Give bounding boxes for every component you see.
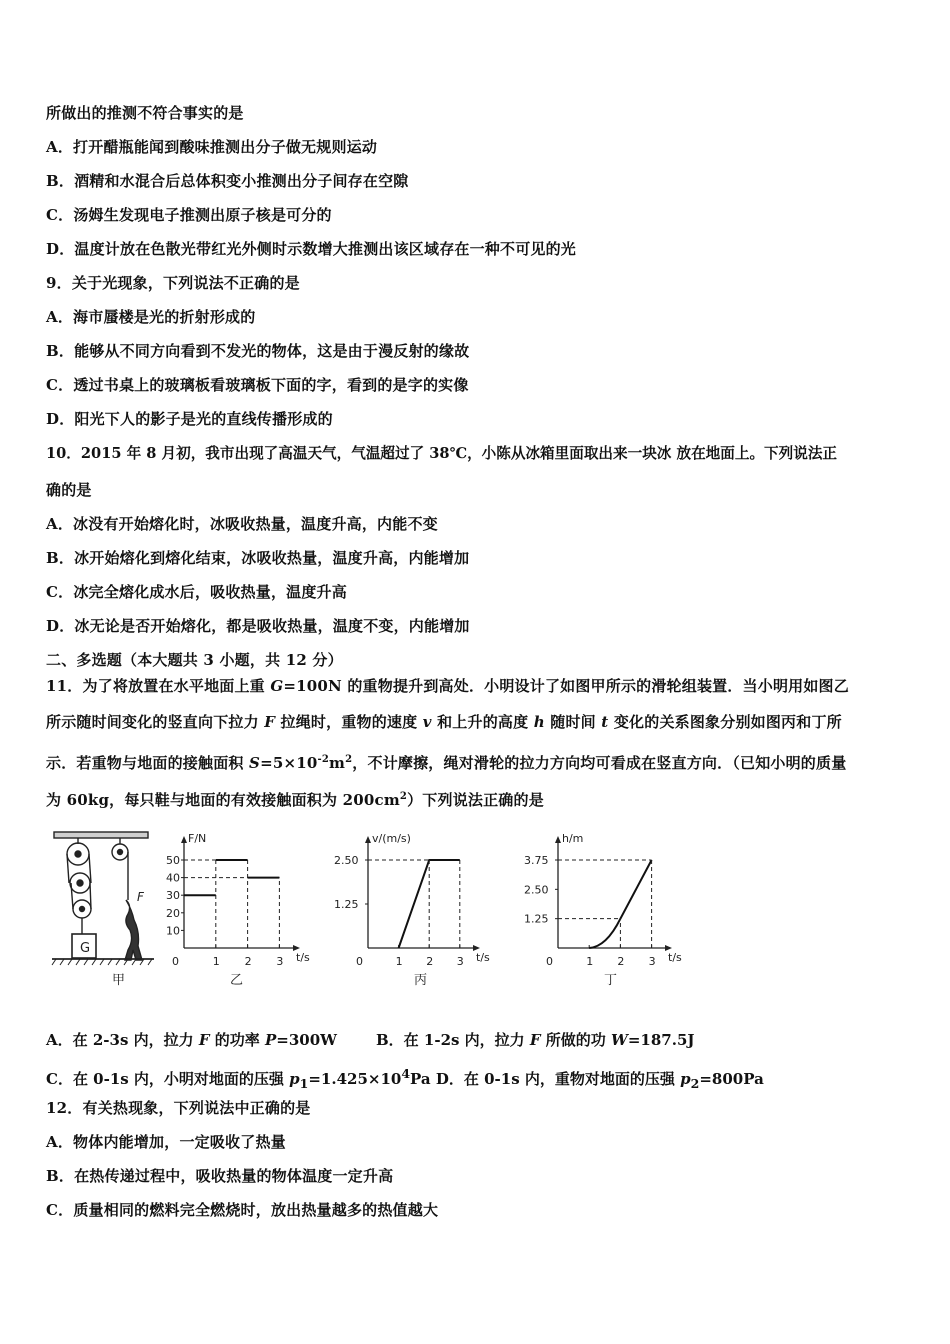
q10-option-c: C．冰完全熔化成水后，吸收热量，温度升高 (46, 583, 347, 601)
q10-option-b: B．冰开始熔化到熔化结束，冰吸收热量，温度升高，内能增加 (46, 549, 470, 567)
y-tick-label: 2.50 (524, 883, 549, 897)
q8-option-a: A．打开醋瓶能闻到酸味推测出分子做无规则运动 (46, 138, 378, 156)
q11-option-a: A．在 2-3s 内，拉力 F 的功率 P=300W (46, 1031, 337, 1049)
q11-options-cd (46, 1064, 926, 1094)
q11-stem-line1: 11．为了将放置在水平地面上重 G=100N 的重物提升到高处．小明设计了如图甲所示的滑轮组装置．当小明用如图乙 (46, 677, 849, 695)
y-tick-label: 2.50 (334, 854, 359, 867)
q11-stem-line4: 为 60kg，每只鞋与地面的有效接触面积为 $200cm^2$）下列说法正确的是 (46, 791, 544, 809)
q12-option-c: C．质量相同的燃料完全燃烧时，放出热量越多的热值越大 (46, 1201, 439, 1219)
x-tick-label: 2 (617, 955, 625, 968)
x-axis-label: t/s (668, 951, 682, 964)
y-tick-label: 30 (166, 889, 180, 903)
chart-ding (524, 832, 682, 988)
y-axis-label: F/N (188, 832, 207, 845)
origin-label: 0 (172, 955, 179, 968)
x-tick-label: 1 (586, 955, 594, 968)
x-tick-label: 3 (648, 955, 656, 968)
chart-caption: 乙 (230, 973, 244, 988)
q11-figure (48, 828, 698, 993)
q11-stem-line3: 示．若重物与地面的接触面积 $S=5\times 10^{-2}m^2$，不计摩擦，绳对滑轮的拉力方向均可看成在竖直方向．（已知小明的质量 (46, 754, 847, 772)
chart-caption: 丙 (414, 973, 428, 988)
q11-option-d: D．在 0-1s 内，重物对地面的压强 $p_2=800Pa$ (430, 1070, 764, 1091)
q11-option-b: B．在 1-2s 内，拉力 F 所做的功 W=187.5J (376, 1031, 695, 1049)
q8-option-d: D．温度计放在色散光带红光外侧时示数增大推测出该区域存在一种不可见的光 (46, 240, 577, 258)
q8-option-b: B．酒精和水混合后总体积变小推测出分子间存在空隙 (46, 172, 409, 190)
section-heading: 二、多选题（本大题共 3 小题，共 12 分） (46, 651, 343, 669)
chart-caption: 丁 (604, 973, 618, 988)
y-axis-label: v/(m/s) (372, 832, 411, 845)
pulley-force-label: F (137, 890, 144, 904)
y-tick-label: 50 (166, 854, 180, 867)
chart-bing (334, 832, 490, 988)
y-axis-label: h/m (562, 832, 584, 845)
y-axis-arrow (555, 836, 561, 843)
y-tick-label: 1.25 (334, 898, 359, 911)
q9-option-a: A．海市蜃楼是光的折射形成的 (46, 308, 256, 326)
chart-yi (166, 832, 310, 988)
q10-option-a: A．冰没有开始熔化时，冰吸收热量，温度升高，内能不变 (46, 515, 438, 533)
y-axis-arrow (365, 836, 371, 843)
q11-option-c: C．在 0-1s 内，小明对地面的压强 $p_1=1.425\times 10^4Pa$ (46, 1066, 431, 1091)
y-axis-arrow (181, 836, 187, 843)
q8-option-c: C．汤姆生发现电子推测出原子核是可分的 (46, 206, 332, 224)
q10-stem-cont: 确的是 (46, 481, 92, 499)
y-tick-label: 1.25 (524, 912, 549, 926)
x-tick-label: 3 (276, 955, 284, 968)
pulley-weight-label: G (80, 941, 91, 956)
origin-label: 0 (546, 955, 553, 968)
q10-option-d: D．冰无论是否开始熔化，都是吸收热量，温度不变，内能增加 (46, 617, 470, 635)
q9-option-d: D．阳光下人的影子是光的直线传播形成的 (46, 410, 333, 428)
q10-stem: 10．2015 年 8 月初，我市出现了高温天气，气温超过了 38℃，小陈从冰箱里面取出来一块冰 放在地面上。下列说法正 (46, 445, 838, 462)
x-tick-label: 2 (426, 955, 434, 968)
height-curve (589, 860, 651, 948)
q9-option-b: B．能够从不同方向看到不发光的物体，这是由于漫反射的缘故 (46, 342, 470, 360)
x-tick-label: 1 (212, 955, 220, 968)
x-axis-label: t/s (296, 951, 310, 964)
y-tick-label: 3.75 (524, 854, 549, 867)
x-tick-label: 3 (456, 955, 464, 968)
q11-options-ab (46, 1030, 926, 1050)
q12-stem: 12．有关热现象，下列说法中正确的是 (46, 1099, 311, 1117)
q9-option-c: C．透过书桌上的玻璃板看玻璃板下面的字，看到的是字的实像 (46, 376, 469, 394)
q12-option-b: B．在热传递过程中，吸收热量的物体温度一定升高 (46, 1167, 394, 1185)
q9-stem: 9．关于光现象，下列说法不正确的是 (46, 274, 300, 292)
x-axis-label: t/s (476, 951, 490, 964)
caption-jia: 甲 (112, 973, 126, 988)
q8-stem-tail: 所做出的推测不符合事实的是 (46, 104, 244, 122)
q11-stem-line2: 所示随时间变化的竖直向下拉力 F 拉绳时，重物的速度 v 和上升的高度 h 随时间 t 变化的关系图象分别如图丙和丁所 (46, 713, 842, 731)
y-tick-label: 40 (166, 871, 180, 885)
origin-label: 0 (356, 955, 363, 968)
x-tick-label: 2 (244, 955, 252, 968)
x-tick-label: 1 (395, 955, 403, 968)
y-tick-label: 20 (166, 906, 180, 920)
y-tick-label: 10 (166, 924, 180, 938)
q12-option-a: A．物体内能增加，一定吸收了热量 (46, 1133, 286, 1151)
